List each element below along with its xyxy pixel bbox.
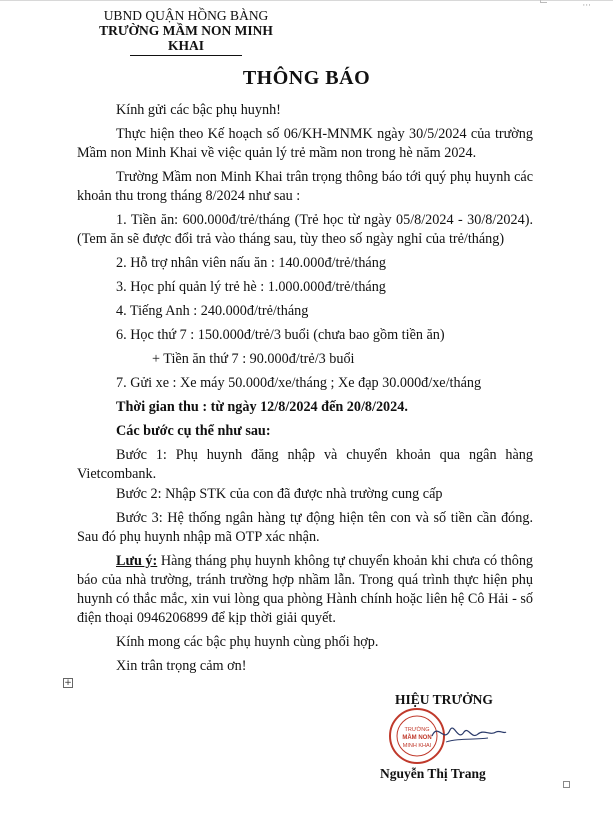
fee-item-2: 2. Hỗ trợ nhân viên nấu ăn : 140.000đ/trẻ/tháng (116, 255, 386, 271)
note-label: Lưu ý: (116, 553, 158, 569)
page-corner-mark (540, 0, 547, 3)
greeting: Kính gửi các bậc phụ huynh! (116, 102, 281, 118)
fee-item-4: 4. Tiếng Anh : 240.000đ/trẻ/tháng (116, 303, 309, 319)
steps-heading: Các bước cụ thể như sau: (116, 423, 271, 439)
svg-text:MẦM NON: MẦM NON (402, 735, 432, 741)
intro-paragraph: Thực hiện theo Kế hoạch số 06/KH-MNMK ngày 30/5/2024 của trường Mầm non Minh Khai về việc quản lý trẻ mầm non trong hè năm 2024. (77, 126, 533, 161)
closing-thanks: Xin trân trọng cảm ơn! (116, 658, 247, 674)
step-1: Bước 1: Phụ huynh đăng nhập và chuyển khoản qua ngân hàng Vietcombank. (77, 447, 533, 482)
closing-cooperation: Kính mong các bậc phụ huynh cùng phối hợp. (116, 634, 379, 650)
svg-text:TRƯỜNG: TRƯỜNG (404, 727, 430, 733)
school-name: TRƯỜNG MẦM NON MINH KHAI (99, 23, 273, 53)
page-end-mark (563, 781, 570, 788)
fee-item-6-sub: + Tiền ăn thứ 7 : 90.000đ/trẻ/3 buổi (152, 351, 355, 367)
svg-text:MINH KHAI: MINH KHAI (402, 743, 432, 749)
fee-item-6: 6. Học thứ 7 : 150.000đ/trẻ/3 buổi (chưa bao gồm tiền ăn) (116, 327, 445, 343)
note-paragraph (77, 552, 533, 628)
announce-paragraph: Trường Mầm non Minh Khai trân trọng thông báo tới quý phụ huynh các khoản thu trong tháng 8/2024 như sau : (77, 169, 533, 204)
step-2: Bước 2: Nhập STK của con đã được nhà trường cung cấp (116, 486, 443, 502)
note-text: Hàng tháng phụ huynh không tự chuyển khoản khi chưa có thông báo của nhà trường, tránh trường hợp nhầm lẫn. Trong quá trình thực hiện phụ huynh có thắc mắc, xin vui lòng qua phòng Hành chính hoặc liên hệ Cô Hải - số điện thoại 0946206899 để kịp thời giải quyết. (77, 553, 534, 626)
fee-item-1: 1. Tiền ăn: 600.000đ/trẻ/tháng (Trẻ học từ ngày 05/8/2024 - 30/8/2024). (Tem ăn sẽ được đổi trả vào tháng sau, tùy theo số ngày nghỉ của trẻ/tháng) (77, 212, 533, 247)
step-3: Bước 3: Hệ thống ngân hàng tự động hiện tên con và số tiền cần đóng. Sau đó phụ huynh nhập mã OTP xác nhận. (77, 510, 533, 545)
fee-item-3: 3. Học phí quản lý trẻ hè : 1.000.000đ/trẻ/tháng (116, 279, 386, 295)
document-header (96, 8, 276, 56)
header-underline (130, 55, 242, 56)
agency-name: UBND QUẬN HỒNG BÀNG (103, 8, 269, 23)
document-title: THÔNG BÁO (242, 67, 371, 89)
page-top-edge (0, 0, 613, 5)
table-move-handle-icon[interactable]: + (64, 678, 72, 688)
signer-title: HIỆU TRƯỞNG (395, 692, 493, 707)
signer-name: Nguyễn Thị Trang (380, 766, 486, 781)
document-body (77, 101, 533, 681)
signature-icon (428, 714, 508, 754)
collection-time: Thời gian thu : từ ngày 12/8/2024 đến 20/8/2024. (116, 399, 408, 415)
ellipsis-icon: ··· (582, 1, 591, 11)
fee-item-7: 7. Gửi xe : Xe máy 50.000đ/xe/tháng ; Xe đạp 30.000đ/xe/tháng (116, 375, 482, 391)
